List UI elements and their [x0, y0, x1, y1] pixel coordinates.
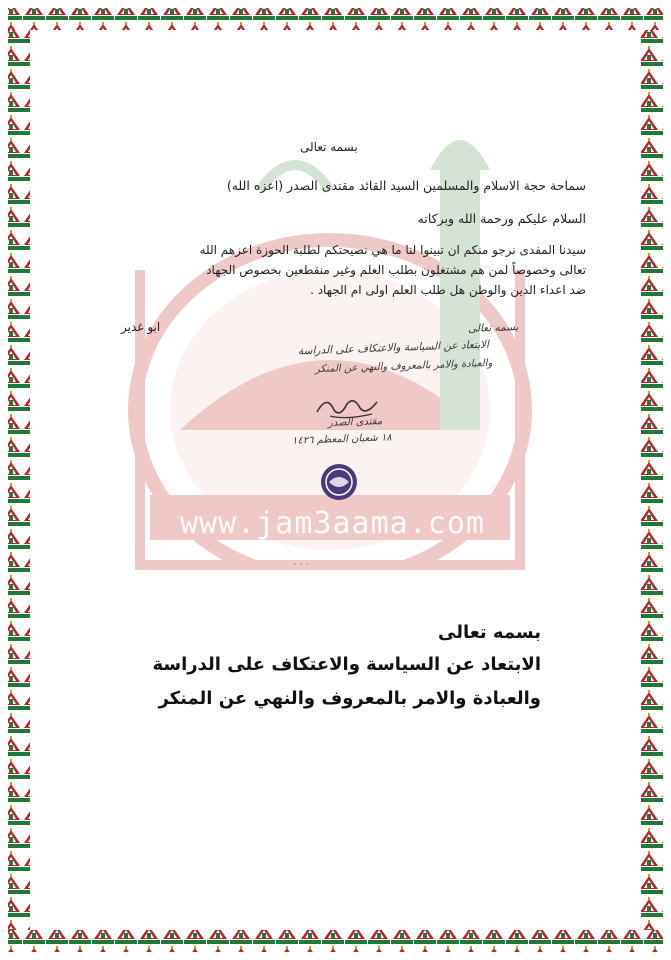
- office-seal-icon: [319, 462, 359, 502]
- signature-name: مقتدى الصدر: [327, 416, 383, 429]
- letter-sender: ابو غدير: [121, 320, 161, 334]
- letter-body-line: تعالى وخصوصاً لمن هم مشتغلون بطلب العلم وغير منقطعين بخصوص الجهاد: [206, 263, 586, 277]
- handwritten-basmala: بسمه تعالى: [467, 321, 519, 335]
- letter-body-line: سيدنا المفدى نرجو منكم ان تبينوا لنا ما هي نصيحتكم لطلبة الحوزة اعزهم الله: [199, 243, 586, 257]
- watermark-url: www.jam3aama.com: [180, 506, 485, 541]
- letter-recipient: سماحة حجة الاسلام والمسلمين السيد القائد مقتدى الصدر (اعزه الله): [226, 178, 586, 193]
- letter-greeting: السلام عليكم ورحمة الله وبركاته: [417, 211, 586, 226]
- typed-answer-line: والعبادة والامر بالمعروف والنهي عن المنكر: [158, 688, 541, 709]
- handwritten-reply-line: والعبادة والامر بالمعروف والنهي عن المنكر: [314, 357, 493, 376]
- letter-body-line: ضد اعداء الدين والوطن هل طلب العلم اولى ام الجهاد .: [310, 283, 586, 297]
- letter-body: [200, 240, 586, 300]
- signature-date: ١٨ شعبان المعظم ١٤٢٦: [291, 432, 392, 447]
- typed-basmala: بسمه تعالى: [438, 622, 541, 643]
- typed-answer-line: الابتعاد عن السياسة والاعتكاف على الدراسة: [152, 654, 541, 675]
- handwritten-reply-line: الابتعاد عن السياسة والاعتكاف على الدراسة: [297, 338, 490, 358]
- dotted-mark: · · ·: [293, 560, 309, 571]
- letter-basmala: بسمه تعالى: [300, 140, 358, 154]
